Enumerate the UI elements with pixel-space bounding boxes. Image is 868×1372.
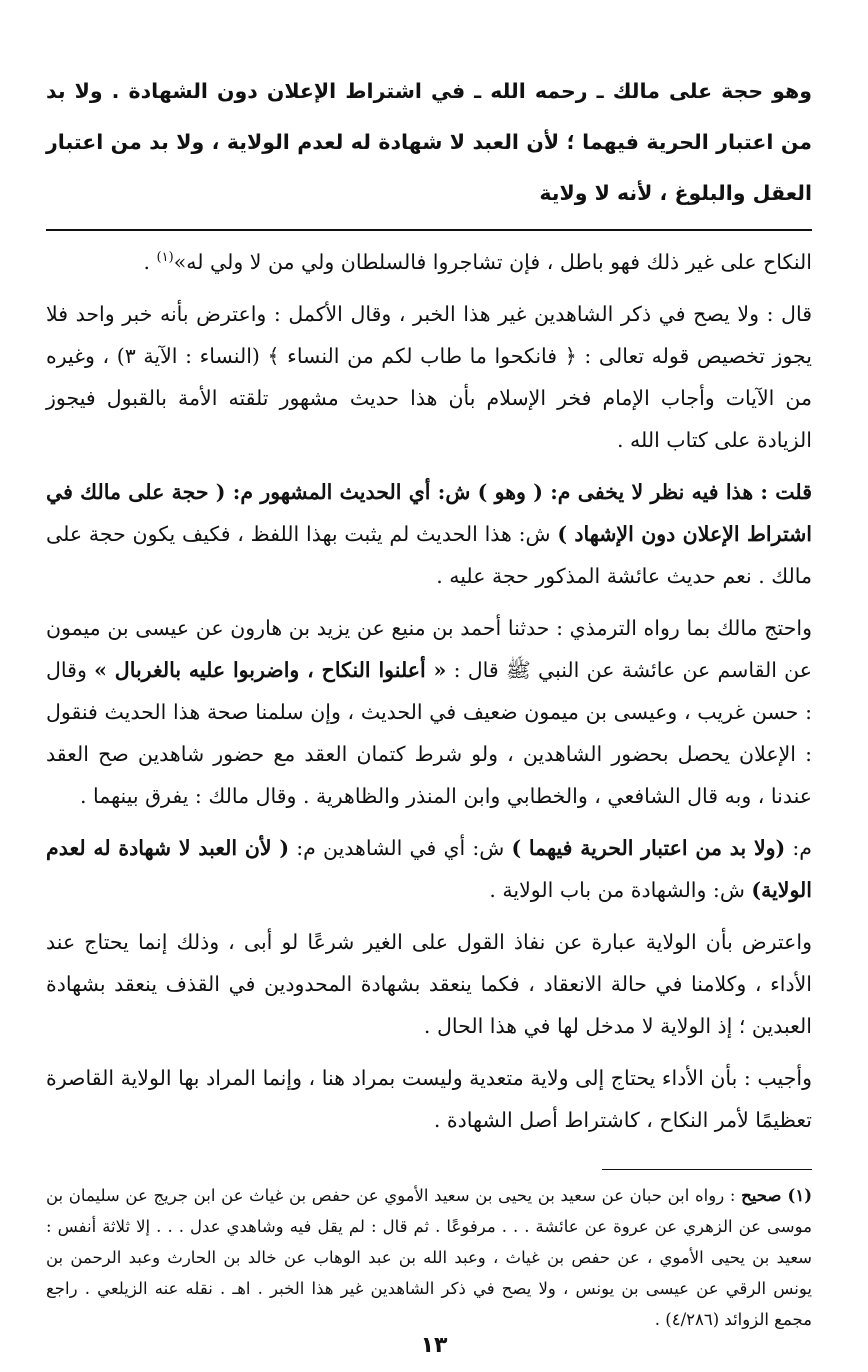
paragraph-7-text: وأجيب : بأن الأداء يحتاج إلى ولاية متعدية وليست بمراد هنا ، وإنما المراد بها الولاية القاصرة تعظيمًا لأمر النكاح ، كاشتراط أصل الشهادة . bbox=[46, 1066, 812, 1132]
paragraph-3-rest: ش: هذا الحديث لم يثبت بهذا اللفظ ، فكيف يكون حجة على مالك . نعم حديث عائشة المذكور حجة عليه . bbox=[46, 522, 812, 588]
paragraph-1-text: النكاح على غير ذلك فهو باطل ، فإن تشاجروا فالسلطان ولي من لا ولي له» bbox=[173, 250, 812, 274]
paragraph-5-bold-1: (ولا بد من اعتبار الحرية فيهما ) bbox=[511, 836, 786, 860]
paragraph-3 bbox=[46, 471, 812, 597]
footnote bbox=[46, 1180, 812, 1335]
paragraph-7 bbox=[46, 1057, 812, 1141]
paragraph-5-bold-2: ( لأن العبد لا شهادة له لعدم الولاية) bbox=[46, 836, 812, 902]
paragraph-3-bold: ( حجة على مالك في اشتراط الإعلان دون الإشهاد ) bbox=[46, 480, 812, 546]
paragraph-5-mid: ش: أي في الشاهدين م: bbox=[289, 836, 512, 860]
paragraph-5-lead: م: bbox=[785, 836, 812, 860]
footnote-ref: (١) bbox=[156, 250, 174, 266]
paragraph-5-rest: ش: والشهادة من باب الولاية . bbox=[489, 878, 752, 902]
page-number: ١٣ bbox=[420, 1333, 448, 1358]
paragraph-2 bbox=[46, 293, 812, 461]
paragraph-1-end: . bbox=[143, 250, 157, 274]
paragraph-4-bold: « أعلنوا النكاح ، واضربوا عليه بالغربال » bbox=[94, 658, 447, 682]
footnote-marker: (١) صحيح bbox=[741, 1186, 813, 1205]
commentary-text bbox=[46, 241, 812, 1141]
matn-line-2: فيهما ؛ لأن العبد لا شهادة له لعدم الولاية ، ولا بد من اعتبار العقل والبلوغ ، لأنه لا ولاية bbox=[46, 130, 812, 205]
paragraph-4-lead: واحتج مالك بما رواه الترمذي : حدثنا أحمد بن منيع عن يزيد بن هارون عن عيسى بن ميمون عن القاسم عن عائشة عن النبي ﷺ قال : bbox=[46, 616, 813, 682]
matn-line-1: وهو حجة على مالك ـ رحمه الله ـ في اشتراط الإعلان دون الشهادة . ولا بد من اعتبار الحرية bbox=[46, 79, 813, 154]
matn-separator-rule bbox=[46, 229, 812, 231]
paragraph-3-lead: قلت : هذا فيه نظر لا يخفى م: ( وهو ) ش: أي الحديث المشهور م: bbox=[225, 480, 812, 504]
paragraph-5 bbox=[46, 827, 812, 911]
paragraph-4-rest: وقال : حسن غريب ، وعيسى بن ميمون ضعيف في الحديث ، وإن سلمنا صحة هذا الحديث فنقول : الإعلان يحصل بحضور الشاهدين ، ولو شرط كتمان العقد مع حضور شاهدين صح العقد عندنا ، وبه قال الشافعي ، والخطابي وابن المنذر والظاهرية . وقال مالك : يفرق بينهما . bbox=[46, 658, 812, 808]
footnote-text: : رواه ابن حبان عن سعيد بن يحيى بن سعيد الأموي عن حفص بن غياث عن ابن جريج عن سليمان بن موسى عن الزهري عن عروة عن عائشة . . . مرفوعًا . ثم قال : لم يقل فيه وشاهدي عدل . . . إلا ثلاثة أنفس : سعيد بن يحيى الأموي ، عن حفص بن غياث ، وعبد الله بن عبد الوهاب عن خالد بن الحارث وعبد الرحمن بن يونس الرقي عن عيسى بن يونس ، ولا يصح في ذكر الشاهدين غير هذا الخبر . اهـ . نقله عنه الزيلعي . راجع مجمع الزوائد (٤/٢٨٦) . bbox=[46, 1186, 812, 1329]
paragraph-2-text: قال : ولا يصح في ذكر الشاهدين غير هذا الخبر ، وقال الأكمل : واعترض بأنه خبر واحد فلا يجوز تخصيص قوله تعالى : ﴿ فانكحوا ما طاب لكم من النساء ﴾ (النساء : الآية ٣) ، وغيره من الآيات وأجاب الإمام فخر الإسلام بأن هذا حديث مشهور تلقته الأمة بالقبول فيجوز الزيادة على كتاب الله . bbox=[46, 302, 812, 452]
paragraph-4 bbox=[46, 607, 812, 817]
matn-text bbox=[46, 66, 812, 219]
paragraph-6-text: واعترض بأن الولاية عبارة عن نفاذ القول على الغير شرعًا لو أبى ، وذلك إنما يحتاج عند الأداء ، وكلامنا في حالة الانعقاد ، فكما ينعقد بشهادة المحدودين في القذف ينعقد بشهادة العبدين ؛ إذ الولاية لا مدخل لها في هذا الحال . bbox=[46, 930, 812, 1038]
paragraph-6 bbox=[46, 921, 812, 1047]
footnote-separator-rule bbox=[602, 1169, 812, 1170]
paragraph-1 bbox=[46, 241, 812, 283]
